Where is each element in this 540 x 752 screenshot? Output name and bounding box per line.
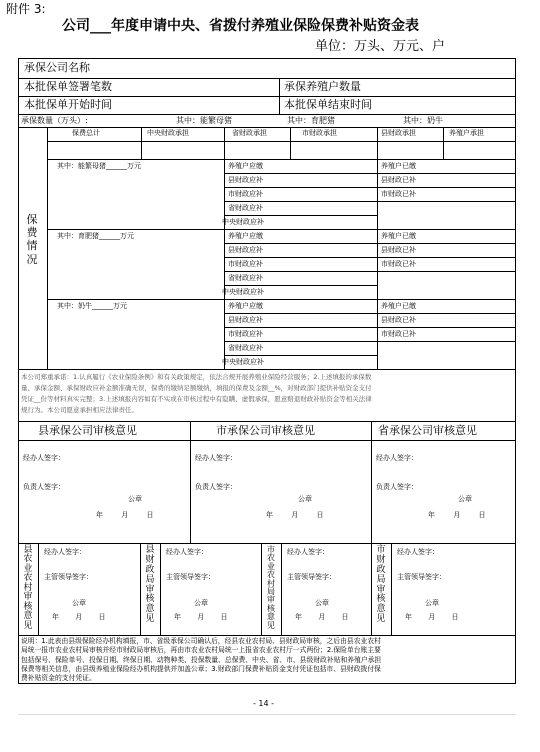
col-central: 中央财政承担 <box>147 129 189 137</box>
city-finance-date: 年 月 日 <box>405 613 459 621</box>
col-farmer: 养殖户承担 <box>449 129 484 137</box>
quantity-sow: 其中：能繁母猪 <box>176 116 232 125</box>
sow-county-paid: 县财政已补 <box>381 176 416 184</box>
county-agri-date: 年 月 日 <box>52 613 106 621</box>
signed-count-label: 本批保单签署笔数 <box>24 80 112 93</box>
city-finance-handler[interactable]: 经办人签字： <box>397 548 439 556</box>
fattening-province-due: 省财政应补 <box>228 274 263 282</box>
col-province: 省财政承担 <box>232 129 267 137</box>
sow-central-due: 中央财政应补 <box>222 218 264 226</box>
fattening-county-due: 县财政应补 <box>228 246 263 254</box>
county-seal: 公章 <box>128 495 142 503</box>
farmer-count-label: 承保养殖户数量 <box>284 80 361 93</box>
county-finance-handler[interactable]: 经办人签字： <box>166 548 208 556</box>
city-finance-review-label: 市 财 政 局 审 核 意 见 <box>376 545 386 625</box>
city-handler-sign[interactable]: 经办人签字： <box>195 454 237 462</box>
county-company-review-title: 县承保公司审核意见 <box>38 424 137 437</box>
premium-side-label: 保 费 情 况 <box>26 213 38 266</box>
city-agri-review-label: 市 农 业 农 村 局 审 核 意 见 <box>267 545 275 630</box>
notes-text: 说明：1.此表由县级保险经办机构填报，市、省级承保公司确认后，经县农业农村局、县财政局审核，之后由县农业农村 局统一报市农业农村局审核并经市财政局审核后，再由市农业农村局统一上报省农业农村厅一式两份；2.保险单台账主要 包括保号、保险单号、投保日期、终保日期、动物种类、投保数量、总保费、中央、省、市、县级财政补贴和养殖户承担 保费等相关信息，由县级养殖业保险经办机构提供并加盖公章；3.财政部门保费补贴资金支付凭证包括市、县财政拨付保 费补贴资金的支付凭证。 <box>21 637 382 683</box>
quantity-fattening: 其中：育肥猪 <box>287 116 335 125</box>
province-leader-sign[interactable]: 负责人签字： <box>376 483 418 491</box>
col-city: 市财政承担 <box>302 129 337 137</box>
county-agri-review-label: 县 农 业 农 村 审 核 意 见 <box>23 545 33 631</box>
cow-province-due: 省财政应补 <box>228 344 263 352</box>
county-handler-sign[interactable]: 经办人签字： <box>23 454 65 462</box>
county-agri-leader[interactable]: 主管领导签字： <box>44 573 93 581</box>
group-cow-label: 其中：奶牛______万元 <box>57 302 127 310</box>
cow-city-due: 市财政应补 <box>228 330 263 338</box>
county-finance-leader[interactable]: 主管领导签字： <box>166 573 215 581</box>
county-finance-date: 年 月 日 <box>174 613 228 621</box>
commitment-text: 本公司郑重承诺：1.认真履行《农业保险条例》和有关政策规定，依法合规开展养殖业保险经营服务；2.上述填报的承保数 量、承保金额、承保财政应补金额准确无误，保费的缴纳足额缴纳，填报的保费及金额__%，对财政部门提供补贴资金支付 凭证__份等材料真实完整；3.上述填报内容如有不实或在审核过程中有隐瞒、虚假承保，愿意赔退财政补贴资金等相关法律 规行为。本公司愿意承担相应法律责任。 <box>21 373 372 414</box>
quantity-label: 承保数量（万头）: <box>21 116 88 125</box>
cow-central-due: 中央财政应补 <box>222 358 264 366</box>
cow-farmer-paid: 养殖户已缴 <box>381 302 416 310</box>
city-finance-leader[interactable]: 主管领导签字： <box>397 573 446 581</box>
county-agri-handler[interactable]: 经办人签字： <box>44 548 86 556</box>
page-number: - 14 - <box>253 699 275 708</box>
sow-farmer-due: 养殖户应缴 <box>228 162 263 170</box>
group-fattening-label: 其中：育肥猪______万元 <box>57 232 134 240</box>
end-time-label: 本批保单结束时间 <box>284 98 372 111</box>
col-county: 县财政承担 <box>381 129 416 137</box>
city-finance-seal: 公章 <box>425 599 439 607</box>
page-title: 公司___年度申请中央、省拨付养殖业保险保费补贴资金表 <box>62 18 419 34</box>
cow-farmer-due: 养殖户应缴 <box>228 302 263 310</box>
province-handler-sign[interactable]: 经办人签字： <box>376 454 418 462</box>
sow-farmer-paid: 养殖户已缴 <box>381 162 416 170</box>
sow-county-due: 县财政应补 <box>228 176 263 184</box>
fattening-county-paid: 县财政已补 <box>381 246 416 254</box>
county-agri-seal: 公章 <box>72 599 86 607</box>
col-total: 保费总计 <box>72 129 100 137</box>
city-seal: 公章 <box>298 495 312 503</box>
county-finance-review-label: 县 财 政 局 审 核 意 见 <box>145 545 155 625</box>
cow-county-due: 县财政应补 <box>228 316 263 324</box>
quantity-cow: 其中：奶牛 <box>403 116 443 125</box>
fattening-city-due: 市财政应补 <box>228 260 263 268</box>
city-agri-leader[interactable]: 主管领导签字： <box>287 573 336 581</box>
city-agri-handler[interactable]: 经办人签字： <box>287 548 329 556</box>
county-finance-seal: 公章 <box>194 599 208 607</box>
province-date: 年 月 日 <box>428 511 486 519</box>
sow-city-due: 市财政应补 <box>228 190 263 198</box>
fattening-farmer-paid: 养殖户已缴 <box>381 232 416 240</box>
group-sow-label: 其中：能繁母猪______万元 <box>57 162 141 170</box>
cow-city-paid: 市财政已补 <box>381 330 416 338</box>
city-date: 年 月 日 <box>266 511 324 519</box>
attachment-label: 附件 3: <box>6 2 46 16</box>
cow-county-paid: 县财政已补 <box>381 316 416 324</box>
fattening-city-paid: 市财政已补 <box>381 260 416 268</box>
unit-label: 单位：万头、万元、户 <box>315 39 446 54</box>
city-agri-date: 年 月 日 <box>295 613 349 621</box>
province-seal: 公章 <box>458 495 472 503</box>
sow-province-due: 省财政应补 <box>228 204 263 212</box>
company-name-label: 承保公司名称 <box>24 61 90 74</box>
city-agri-seal: 公章 <box>315 599 329 607</box>
county-date: 年 月 日 <box>96 511 154 519</box>
city-leader-sign[interactable]: 负责人签字： <box>195 483 237 491</box>
start-time-label: 本批保单开始时间 <box>24 98 112 111</box>
city-company-review-title: 市承保公司审核意见 <box>216 424 315 437</box>
fattening-farmer-due: 养殖户应缴 <box>228 232 263 240</box>
province-company-review-title: 省承保公司审核意见 <box>378 424 477 437</box>
fattening-central-due: 中央财政应补 <box>222 288 264 296</box>
sow-city-paid: 市财政已补 <box>381 190 416 198</box>
county-leader-sign[interactable]: 负责人签字： <box>23 483 65 491</box>
